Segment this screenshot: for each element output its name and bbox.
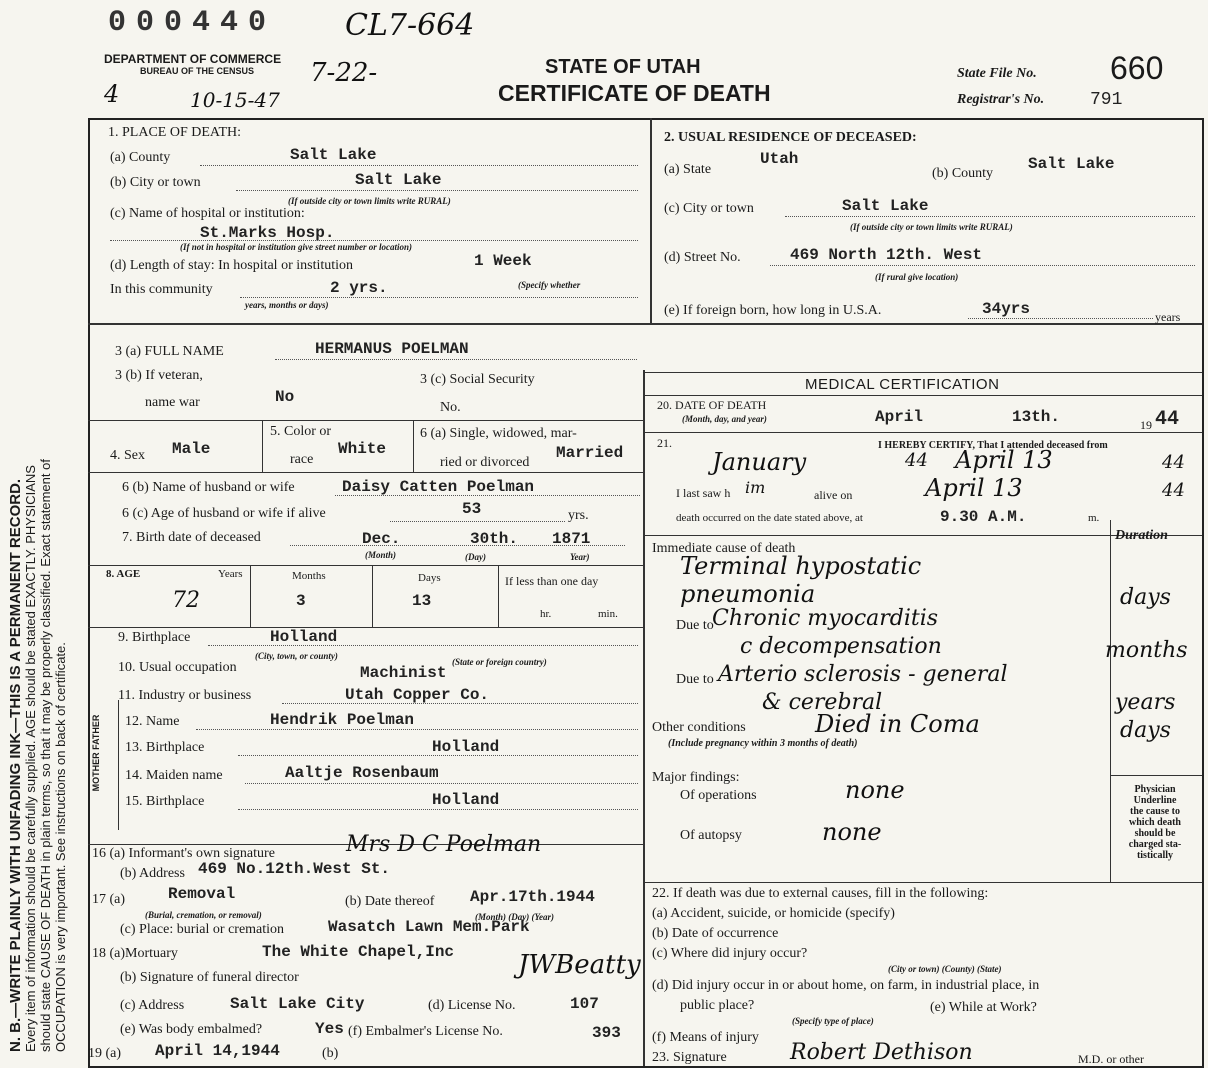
operations: none xyxy=(845,776,905,804)
divider xyxy=(1110,520,1111,882)
spouse-label: 6 (b) Name of husband or wife xyxy=(122,480,295,495)
external-c-caption: (City or town) (County) (State) xyxy=(888,964,1002,974)
divider xyxy=(88,565,643,566)
mother-name-label: 14. Maiden name xyxy=(125,768,223,783)
race: White xyxy=(338,440,387,458)
divider xyxy=(413,420,414,472)
hospital-note: (If not in hospital or institution give street number or location) xyxy=(180,242,413,252)
color-label: 5. Color or xyxy=(270,424,332,439)
months-caption: Months xyxy=(292,570,326,582)
burial-place: Wasatch Lawn Mem.Park xyxy=(328,918,530,936)
divider xyxy=(643,372,1202,373)
external-a: (a) Accident, suicide, or homicide (specify) xyxy=(652,906,895,921)
filed-date: April 14,1944 xyxy=(155,1042,280,1060)
days-caption: Days xyxy=(418,572,441,584)
community-label: In this community xyxy=(110,282,213,297)
operations-label: Of operations xyxy=(680,788,757,803)
external-d-2: public place? xyxy=(680,998,755,1013)
divider xyxy=(262,420,263,472)
stamp-date: 7-22- xyxy=(310,58,378,88)
divider xyxy=(372,565,373,627)
duration-2: months xyxy=(1105,638,1188,663)
autopsy: none xyxy=(822,818,882,846)
res-state: Utah xyxy=(760,150,799,168)
mother-birthplace-label: 15. Birthplace xyxy=(125,794,205,809)
state-caption: (State or foreign country) xyxy=(452,657,547,667)
min-label: min. xyxy=(598,608,618,620)
marital-status: Married xyxy=(556,444,624,462)
divider xyxy=(643,370,645,1066)
md-label: M.D. or other xyxy=(1078,1052,1144,1066)
corner-mark: 4 xyxy=(104,80,120,108)
specify-note-2: years, months or days) xyxy=(245,300,329,310)
corner-date: 10-15-47 xyxy=(190,88,280,112)
res-county: Salt Lake xyxy=(1028,155,1115,173)
physician-signature: Robert Dethison xyxy=(790,1040,973,1065)
birth-year: 1871 xyxy=(552,530,591,548)
marital-label-2: ried or divorced xyxy=(440,455,530,470)
registrar-label: Registrar's No. xyxy=(957,92,1045,107)
mortuary-label: 18 (a)Mortuary xyxy=(92,946,178,961)
filed-b-label: (b) xyxy=(322,1046,339,1061)
divider xyxy=(650,118,652,323)
sex: Male xyxy=(172,440,211,458)
year-caption: Year) xyxy=(570,552,590,562)
res-street: 469 North 12th. West xyxy=(790,246,983,264)
hr-label: hr. xyxy=(540,608,552,620)
marital-label: 6 (a) Single, widowed, mar- xyxy=(420,426,577,441)
spouse-age: 53 xyxy=(462,500,482,518)
occupation: Machinist xyxy=(360,664,447,682)
duration-3: years xyxy=(1115,690,1176,715)
street-label: (d) Street No. xyxy=(664,250,741,265)
external-f: (f) Means of injury xyxy=(652,1030,759,1045)
divider xyxy=(88,420,643,421)
disposal-caption: (Burial, cremation, or removal) xyxy=(145,910,262,920)
spouse-age-label: 6 (c) Age of husband or wife if alive xyxy=(122,506,326,521)
duration-1: days xyxy=(1120,585,1171,610)
mother-birthplace: Holland xyxy=(432,791,500,809)
place-caption: (City, town, or county) xyxy=(255,651,338,661)
disposal: Removal xyxy=(168,885,236,903)
informant-address-label: (b) Address xyxy=(120,866,185,881)
foreign-label: (e) If foreign born, how long in U.S.A. xyxy=(664,303,882,318)
informant-label: 16 (a) Informant's own signature xyxy=(92,846,275,861)
physician-note: Physician Underline the cause to which death should be charged sta- tistically xyxy=(1128,784,1182,861)
attend-from: January xyxy=(712,448,807,476)
hospital-label: (c) Name of hospital or institution: xyxy=(110,206,305,221)
death-occurred-label: death occurred on the date stated above, at xyxy=(676,512,863,524)
birth-date-label: 7. Birth date of deceased xyxy=(122,530,261,545)
alive-on-label: alive on xyxy=(814,488,853,502)
death-city: Salt Lake xyxy=(355,171,442,189)
license-label: (d) License No. xyxy=(428,998,516,1013)
cert-num: 21. xyxy=(657,436,672,450)
month-caption: (Month) xyxy=(365,550,397,560)
death-hospital: St.Marks Hosp. xyxy=(200,224,335,242)
sidebar-line-1: N. B.—WRITE PLAINLY WITH UNFADING INK—THIS IS A PERMANENT RECORD. xyxy=(7,478,24,1052)
years-label: years xyxy=(1155,310,1181,324)
fd-address-label: (c) Address xyxy=(120,998,185,1013)
stay-community: 2 yrs. xyxy=(330,279,388,297)
sidebar-line-3: should state CAUSE OF DEATH in plain terms, so that it may be properly classified. Exact statement of xyxy=(38,459,53,1052)
birthplace: Holland xyxy=(270,628,338,646)
m-label: m. xyxy=(1088,512,1100,524)
attend-to: April 13 xyxy=(955,446,1053,474)
registrar-number: 791 xyxy=(1090,90,1123,110)
state-file-number: 660 xyxy=(1110,50,1164,86)
father-name: Hendrik Poelman xyxy=(270,711,415,729)
age-days: 13 xyxy=(412,592,432,610)
license-number: 107 xyxy=(570,995,599,1013)
death-day: 13th. xyxy=(1012,408,1061,426)
full-name-label: 3 (a) FULL NAME xyxy=(115,344,224,359)
burial-place-label: (c) Place: burial or cremation xyxy=(120,922,285,937)
embalmer-number: 393 xyxy=(592,1024,621,1042)
ss-label-2: No. xyxy=(440,400,461,415)
death-date-note: (Month, day, and year) xyxy=(682,414,767,424)
disposal-label: 17 (a) xyxy=(92,892,126,907)
filed-label: 19 (a) xyxy=(88,1046,122,1061)
veteran-war-label: name war xyxy=(145,395,200,410)
residence-heading: 2. USUAL RESIDENCE OF DECEASED: xyxy=(664,130,917,145)
county-label: (a) County xyxy=(110,150,171,165)
father-birthplace-label: 13. Birthplace xyxy=(125,740,205,755)
stay-hospital: 1 Week xyxy=(474,252,532,270)
other-conditions: Died in Coma xyxy=(815,710,980,738)
due-to-2-label: Due to xyxy=(676,672,714,687)
veteran-label: 3 (b) If veteran, xyxy=(115,368,203,383)
divider xyxy=(1110,775,1202,776)
major-findings-label: Major findings: xyxy=(652,770,740,785)
yrs-label: yrs. xyxy=(568,508,589,523)
age-label: 8. AGE xyxy=(106,568,141,580)
race-label: race xyxy=(290,452,314,467)
death-month: April xyxy=(875,408,924,426)
due-to-cause-2: Arterio sclerosis - general xyxy=(718,662,1008,687)
stamp-code: CL7-664 xyxy=(345,8,475,43)
divider xyxy=(643,395,1202,396)
res-state-label: (a) State xyxy=(664,162,712,177)
full-name: HERMANUS POELMAN xyxy=(315,340,469,358)
from-year: 44 xyxy=(905,450,928,471)
divider xyxy=(88,323,1202,325)
divider xyxy=(498,565,499,627)
death-year-prefix: 19 xyxy=(1140,418,1152,432)
mother-father-label: MOTHER FATHER xyxy=(91,714,101,792)
age-years: 72 xyxy=(172,588,200,613)
stay-label: (d) Length of stay: In hospital or institution xyxy=(110,258,354,273)
immediate-cause-2: pneumonia xyxy=(680,580,816,608)
divider xyxy=(643,432,1202,433)
place-of-death-heading: 1. PLACE OF DEATH: xyxy=(108,125,242,140)
certificate-title: CERTIFICATE OF DEATH xyxy=(498,80,771,106)
last-year: 44 xyxy=(1162,480,1185,501)
immediate-cause: Terminal hypostatic xyxy=(680,552,922,580)
res-county-label: (b) County xyxy=(932,166,994,181)
embalmed: Yes xyxy=(315,1020,344,1038)
sidebar-line-2: Every item of information should be carefully supplied. AGE should be stated EXACTLY. PHYSICIANS xyxy=(23,465,38,1052)
date-caption: (Month) (Day) (Year) xyxy=(475,912,554,922)
birth-day: 30th. xyxy=(470,530,519,548)
fd-address: Salt Lake City xyxy=(230,995,365,1013)
disposal-date: Apr.17th.1944 xyxy=(470,888,595,906)
occupation-label: 10. Usual occupation xyxy=(118,660,237,675)
external-heading: 22. If death was due to external causes, fill in the following: xyxy=(652,886,989,901)
disposal-date-label: (b) Date thereof xyxy=(345,894,435,909)
due-to-cause-1b: c decompensation xyxy=(740,634,942,659)
age-months: 3 xyxy=(296,592,306,610)
other-conditions-label: Other conditions xyxy=(652,720,746,735)
death-date-label: 20. DATE OF DEATH xyxy=(657,398,767,412)
res-city: Salt Lake xyxy=(842,197,929,215)
birth-month: Dec. xyxy=(362,530,401,548)
other-note: (Include pregnancy within 3 months of death) xyxy=(668,738,858,749)
sidebar-line-4: OCCUPATION is very important. See instructions on back of certificate. xyxy=(53,642,68,1052)
informant-signature: Mrs D C Poelman xyxy=(346,832,542,857)
department-label: DEPARTMENT OF COMMERCE xyxy=(104,52,282,66)
immediate-cause-label: Immediate cause of death xyxy=(652,541,796,556)
duration-label: Duration xyxy=(1115,528,1168,543)
external-b: (b) Date of occurrence xyxy=(652,926,779,941)
duration-4: days xyxy=(1120,718,1171,743)
state-title: STATE OF UTAH xyxy=(545,56,701,78)
external-d-caption: (Specify type of place) xyxy=(792,1016,874,1026)
father-name-label: 12. Name xyxy=(125,714,180,729)
rural-note: (If outside city or town limits write RURAL) xyxy=(288,196,451,206)
day-caption: (Day) xyxy=(465,552,486,562)
specify-note: (Specify whether xyxy=(518,280,581,290)
last-saw-him: im xyxy=(745,478,766,497)
foreign-years: 34yrs xyxy=(982,300,1031,318)
divider xyxy=(643,882,1202,883)
medical-heading: MEDICAL CERTIFICATION xyxy=(805,376,1000,393)
last-saw-date: April 13 xyxy=(925,474,1023,502)
divider xyxy=(250,565,251,627)
autopsy-label: Of autopsy xyxy=(680,828,742,843)
state-file-label: State File No. xyxy=(957,66,1037,81)
funeral-director-label: (b) Signature of funeral director xyxy=(120,970,299,985)
death-county: Salt Lake xyxy=(290,146,377,164)
death-year: 44 xyxy=(1155,408,1180,431)
external-d: (d) Did injury occur in or about home, on farm, in industrial place, in xyxy=(652,978,1040,993)
mother-name: Aaltje Rosenbaum xyxy=(285,764,439,782)
divider xyxy=(118,700,119,830)
street-note: (If rural give location) xyxy=(875,272,959,282)
death-time: 9.30 A.M. xyxy=(940,508,1027,526)
less-than-day-label: If less than one day xyxy=(505,574,599,588)
mortuary: The White Chapel,Inc xyxy=(262,943,455,961)
due-to-cause-1: Chronic myocarditis xyxy=(712,606,939,631)
instructions-sidebar xyxy=(8,52,88,1052)
bureau-label: BUREAU OF THE CENSUS xyxy=(140,66,255,76)
res-rural-note: (If outside city or town limits write RURAL) xyxy=(850,222,1013,232)
industry: Utah Copper Co. xyxy=(345,686,490,704)
due-to-cause-2b: & cerebral xyxy=(762,690,883,715)
res-city-label: (c) City or town xyxy=(664,201,754,216)
external-e: (e) While at Work? xyxy=(930,1000,1037,1015)
cert-text: I HEREBY CERTIFY, That I attended deceased from xyxy=(878,440,1108,451)
embalmer-label: (f) Embalmer's License No. xyxy=(348,1024,503,1039)
city-label: (b) City or town xyxy=(110,175,201,190)
serial-number: 000440 xyxy=(108,6,277,40)
ss-label: 3 (c) Social Security xyxy=(420,372,535,387)
divider xyxy=(88,472,643,473)
informant-address: 469 No.12th.West St. xyxy=(198,860,391,878)
sex-label: 4. Sex xyxy=(110,448,145,463)
spouse-name: Daisy Catten Poelman xyxy=(342,478,535,496)
father-birthplace: Holland xyxy=(432,738,500,756)
industry-label: 11. Industry or business xyxy=(118,688,252,703)
years-caption: Years xyxy=(218,568,243,580)
veteran-war: No xyxy=(275,388,295,406)
last-saw-label: I last saw h xyxy=(676,486,731,500)
funeral-director-signature: JWBeatty xyxy=(518,950,641,980)
to-year: 44 xyxy=(1162,452,1185,473)
external-c: (c) Where did injury occur? xyxy=(652,946,808,961)
embalmed-label: (e) Was body embalmed? xyxy=(120,1022,263,1037)
birthplace-label: 9. Birthplace xyxy=(118,630,191,645)
divider xyxy=(88,627,643,628)
signature-label: 23. Signature xyxy=(652,1050,727,1065)
due-to-label: Due to xyxy=(676,618,714,633)
